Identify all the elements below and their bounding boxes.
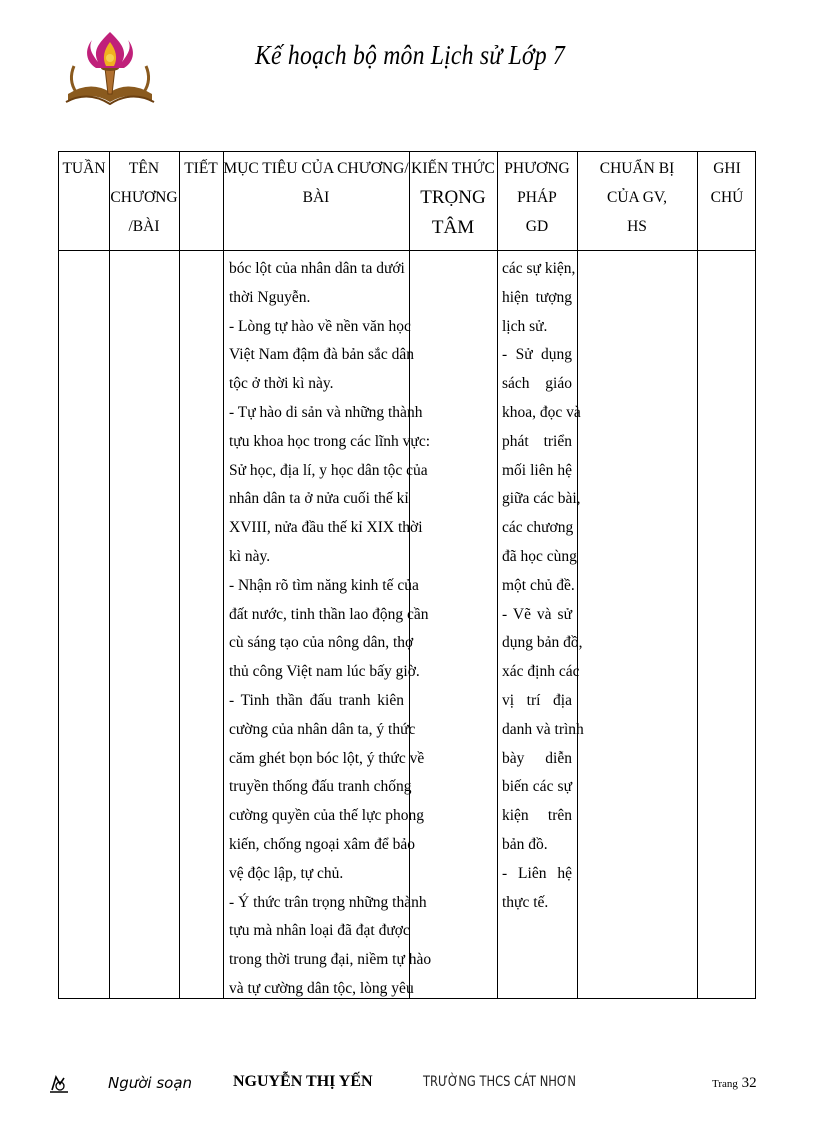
- column-divider: [223, 152, 224, 998]
- page-label: Trang: [712, 1078, 738, 1090]
- school-name: TRƯỜNG THCS CÁT NHƠN: [423, 1074, 576, 1090]
- text-line: - Vẽ và sử: [502, 605, 572, 623]
- header-line: PHƯƠNG: [504, 160, 570, 177]
- text-line: - Nhận rõ tìm năng kinh tế của: [229, 576, 419, 594]
- text-line: xác định các: [502, 663, 580, 681]
- text-line: XVIII, nửa đầu thế kỉ XIX thời: [229, 519, 423, 537]
- header-kien-thuc: [409, 152, 497, 250]
- text-line: - Sử dụng: [502, 346, 572, 364]
- text-line: thời Nguyễn.: [229, 288, 311, 306]
- text-line: kiện trên: [502, 807, 572, 825]
- text-line: các chương: [502, 519, 574, 537]
- text-line: bản đồ.: [502, 835, 548, 853]
- text-line: đã học cùng: [502, 547, 577, 565]
- header-phuong-phap: [497, 152, 577, 250]
- header-line: MỤC TIÊU CỦA CHƯƠNG/: [223, 160, 409, 177]
- header-line: CHƯƠNG: [110, 189, 178, 206]
- text-line: dụng bản đồ,: [502, 634, 583, 652]
- text-line: truyền thống đấu tranh chống: [229, 778, 412, 796]
- column-divider: [577, 152, 578, 998]
- header-line: TÂM: [431, 217, 475, 238]
- text-line: biến các sự: [502, 778, 572, 796]
- text-line: danh và trình: [502, 720, 584, 738]
- header-muc-tieu: [223, 152, 409, 250]
- text-line: sách giáo: [502, 375, 572, 393]
- text-line: - Lòng tự hào về nền văn học: [229, 317, 411, 335]
- header-line: TUẦN: [62, 160, 106, 177]
- text-line: kì này.: [229, 547, 271, 565]
- text-line: các sự kiện,: [502, 260, 576, 277]
- header-line: TIẾT: [184, 160, 218, 177]
- column-divider: [409, 152, 410, 998]
- header-line: CHÚ: [710, 189, 744, 206]
- header-line: GHI: [713, 160, 741, 177]
- header-divider: [59, 250, 755, 251]
- page-number: [712, 1075, 757, 1092]
- text-line: và tự cường dân tộc, lòng yêu: [229, 979, 414, 997]
- text-line: vị trí địa: [502, 691, 572, 709]
- text-line: hiện tượng: [502, 288, 572, 306]
- school-logo-icon: [62, 28, 158, 114]
- column-divider: [697, 152, 698, 998]
- page-footer: [0, 1070, 816, 1100]
- column-divider: [109, 152, 110, 998]
- text-line: cường quyền của thế lực phong: [229, 807, 425, 825]
- text-line: nhân dân ta ở nửa cuối thế kỉ: [229, 490, 409, 508]
- text-line: bóc lột của nhân dân ta dưới: [229, 260, 405, 277]
- header-ghi-chu: [697, 152, 757, 250]
- author-label: Người soạn: [108, 1074, 193, 1092]
- text-line: căm ghét bọn bóc lột, ý thức về: [229, 749, 425, 767]
- author-name: NGUYỄN THỊ YẾN: [233, 1073, 373, 1090]
- text-line: giữa các bài,: [502, 490, 581, 508]
- header-ten-chuong: [109, 152, 179, 250]
- text-line: - Ý thức trân trọng những thành: [229, 893, 427, 911]
- header-line: CHUẨN BỊ: [599, 160, 675, 177]
- header-line: TRỌNG: [420, 187, 486, 208]
- header-tuan: [59, 152, 109, 250]
- header-line: CỦA GV,: [606, 189, 667, 206]
- header-tiet: [179, 152, 223, 250]
- text-line: tộc ở thời kì này.: [229, 375, 334, 393]
- header-line: /BÀI: [128, 218, 160, 235]
- text-line: - Tinh thần đấu tranh kiên: [229, 691, 404, 709]
- text-line: Việt Nam đậm đà bản sắc dân: [229, 346, 415, 364]
- header-line: PHÁP: [517, 189, 557, 206]
- header-line: TÊN: [128, 160, 160, 177]
- page-number-value: 32: [741, 1075, 757, 1091]
- methods-cell: [502, 255, 584, 917]
- text-line: cường của nhân dân ta, ý thức: [229, 720, 416, 738]
- text-line: cù sáng tạo của nông dân, thợ: [229, 634, 414, 652]
- objectives-cell: [229, 255, 432, 1004]
- text-line: vệ độc lập, tự chủ.: [229, 864, 344, 882]
- pen-signature-icon: [48, 1074, 70, 1094]
- text-line: khoa, đọc và: [502, 403, 581, 421]
- text-line: bày diễn: [502, 749, 572, 767]
- header-line: KIẾN THỨC: [411, 160, 495, 177]
- text-line: phát triển: [502, 432, 572, 450]
- text-line: mối liên hệ: [502, 461, 572, 479]
- text-line: một chủ đề.: [502, 576, 575, 594]
- text-line: tựu khoa học trong các lĩnh vực:: [229, 432, 431, 450]
- text-line: tựu mà nhân loại đã đạt được: [229, 922, 410, 940]
- lesson-plan-table: [58, 151, 756, 999]
- header-line: GD: [525, 218, 549, 235]
- header-chuan-bi: [577, 152, 697, 250]
- text-line: - Tự hào di sản và những thành: [229, 403, 423, 421]
- header-line: BÀI: [302, 189, 330, 206]
- column-divider: [179, 152, 180, 998]
- text-line: thủ công Việt nam lúc bấy giờ.: [229, 663, 420, 681]
- text-line: Sử học, địa lí, y học dân tộc của: [229, 461, 428, 479]
- text-line: lịch sử.: [502, 317, 548, 335]
- document-title: Kế hoạch bộ môn Lịch sử Lớp 7: [255, 40, 565, 70]
- text-line: - Liên hệ: [502, 864, 572, 882]
- text-line: đất nước, tinh thần lao động cần: [229, 605, 429, 623]
- header-line: HS: [627, 218, 647, 235]
- column-divider: [497, 152, 498, 998]
- text-line: trong thời trung đại, niềm tự hào: [229, 951, 432, 969]
- text-line: kiến, chống ngoại xâm để bảo: [229, 835, 415, 853]
- text-line: thực tế.: [502, 893, 549, 911]
